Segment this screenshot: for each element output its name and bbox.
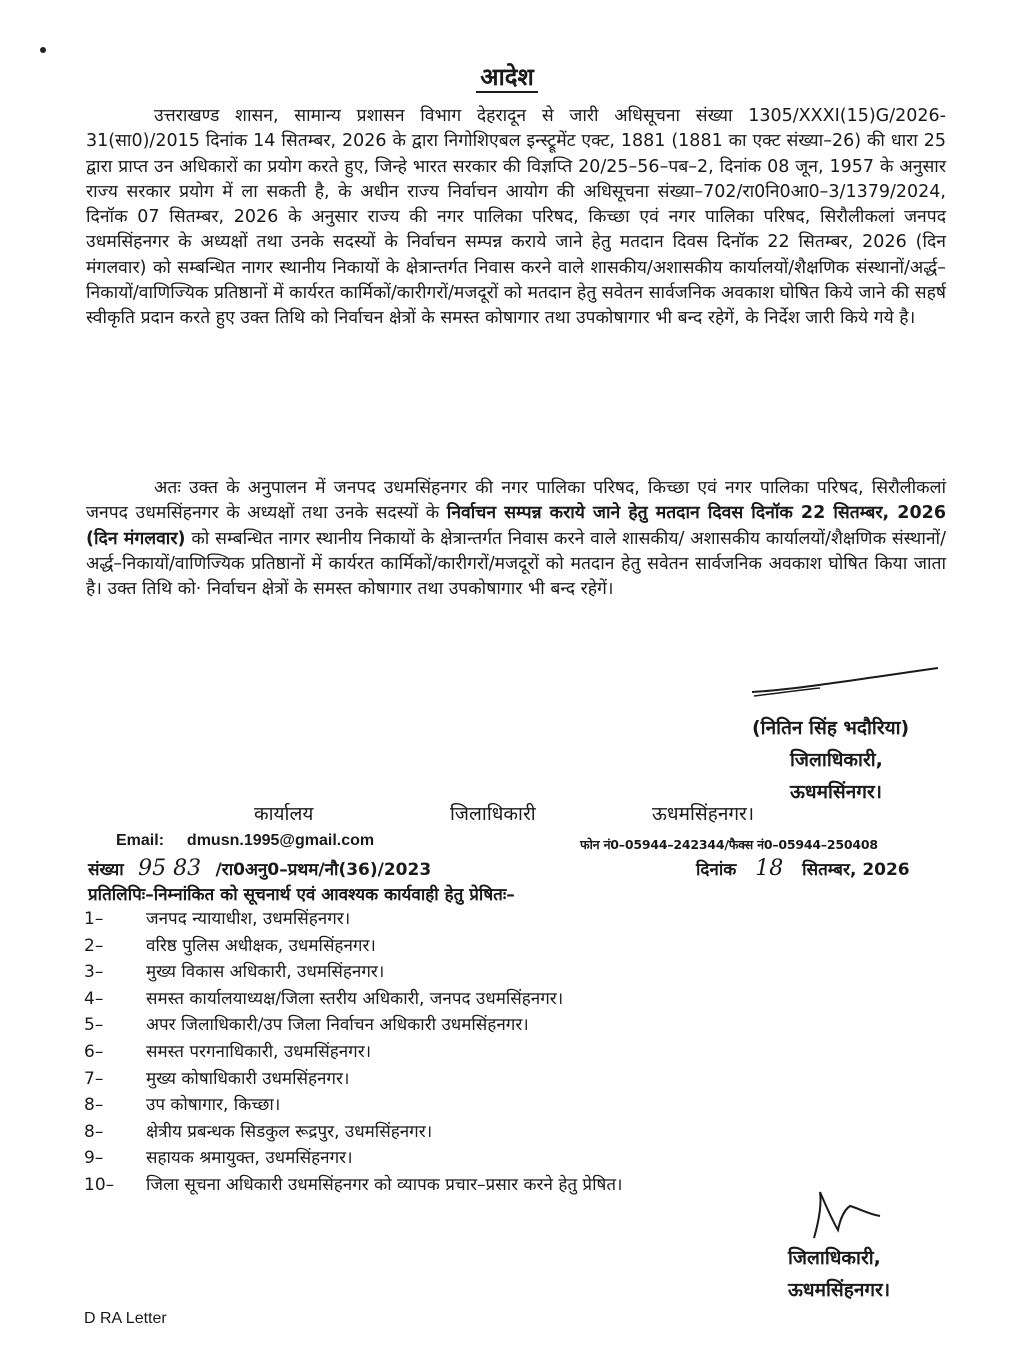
email-label: Email: [116, 832, 165, 849]
final-place: ऊधमसिंहनगर। [788, 1279, 891, 1301]
list-item-number: 2– [84, 935, 104, 956]
recipient-list [84, 906, 622, 1199]
list-item-number: 6– [84, 1041, 104, 1062]
list-item [84, 1039, 622, 1066]
para2-part1: अतः उक्त के अनुपालन में जनपद उधमसिंहनगर की नगर पालिका परिषद, किच्छा एवं नगर पालिका परिषद, सिरौलीकलां जनपद उधमसिंहनगर के अध्यक्षों तथा उनके सदस्यों के [86, 478, 946, 524]
reference-line [88, 856, 431, 881]
phone-fax: फोन नं0–05944–242344/फैक्स नं0–05944–250408 [580, 837, 878, 852]
list-item [84, 1145, 622, 1172]
email-address: dmusn.1995@gmail.com [186, 832, 375, 849]
document-title: आदेश [0, 60, 1014, 93]
list-item-text: जिला सूचना अधिकारी उधमसिंहनगर को व्यापक प्रचार–प्रसार करने हेतु प्रेषित। [146, 1174, 623, 1195]
footer-note: D RA Letter [84, 1310, 167, 1327]
signatory-name: (नितिन सिंह भदौरिया) [752, 717, 910, 739]
list-item-number: 3– [84, 962, 104, 983]
signatory-block [752, 712, 909, 808]
ref-label: संख्या [88, 860, 124, 880]
list-item [84, 933, 622, 960]
list-item [84, 1012, 622, 1039]
date-rest: सितम्बर, 2026 [802, 860, 910, 880]
final-signatory [788, 1242, 890, 1306]
list-item-text: समस्त कार्यालयाध्यक्ष/जिला स्तरीय अधिकारी, जनपद उधमसिंहनगर। [146, 988, 564, 1009]
order-paragraph-2 [86, 476, 946, 602]
office-label: कार्यालय [254, 803, 314, 825]
list-item [84, 1172, 622, 1199]
list-item-number: 5– [84, 1015, 104, 1036]
signatory-designation: जिलाधिकारी, [790, 749, 883, 771]
list-item-number: 4– [84, 988, 104, 1009]
list-item-number: 9– [84, 1148, 104, 1169]
list-item-text: समस्त परगनाधिकारी, उधमसिंहनगर। [146, 1041, 372, 1062]
para2-bold: निर्वाचन सम्पन्न कराये जाने हेतु मतदान दिवस दिनॉक 22 सितम्बर, 2026 (दिन मंगलवार) [86, 503, 946, 549]
list-item-number: 1– [84, 909, 104, 929]
list-item [84, 959, 622, 986]
list-item-number: 10– [84, 1174, 115, 1195]
list-item-text: क्षेत्रीय प्रबन्धक सिडकुल रूद्रपुर, उधमसिंहनगर। [146, 1121, 433, 1142]
list-item [84, 1119, 622, 1146]
para2-part2: को सम्बन्धित नागर स्थानीय निकायों के क्षेत्रान्तर्गत निवास करने वाले शासकीय/ अशासकीय कार्यालयों/शैक्षणिक संस्थानों/अर्द्ध–निकायों/वाणिज्यिक प्रतिष्ठानों में कार्यरत कार्मिकों/कारीगरों/मजदूरों को मतदान हेतु सवेतन सार्वजनिक अवकाश घोषित किया जाता है। उक्त तिथि को· निर्वाचन क्षेत्रों के समस्त कोषागार तथा उपकोषागार भी बन्द रहेगें। [86, 528, 946, 600]
signature-stroke [750, 660, 940, 700]
office-designation: जिलाधिकारी [450, 803, 536, 825]
list-item [84, 906, 622, 933]
order-paragraph-1: उत्तराखण्ड शासन, सामान्य प्रशासन विभाग देहरादून से जारी अधिसूचना संख्या 1305/XXXI(15)G/2026-31(सा0)/2015 दिनांक 14 सितम्बर, 2026 के द्वारा निगोशिएबल इन्स्ट्रूमेंट एक्ट, 1881 (1881 का एक्ट संख्या–26) की धारा 25 द्वारा प्राप्त उन अधिकारों का प्रयोग करते हुए, जिन्हे भारत सरकार की विज्ञप्ति 20/25–56–पब–2, दिनांक 08 जून, 1957 के अनुसार राज्य सरकार प्रयोग में ला सकती है, के अधीन राज्य निर्वाचन आयोग की अधिसूचना संख्या–702/रा0नि0आ0–3/1379/2024, दिनॉक 07 सितम्बर, 2026 के अनुसार राज्य की नगर पालिका परिषद, किच्छा एवं नगर पालिका परिषद, सिरौलीकलां जनपद उधमसिंहनगर के अध्यक्षों तथा उनके सदस्यों के निर्वाचन सम्पन्न कराये जाने हेतु मतदान दिवस दिनॉक 22 सितम्बर, 2026 (दिन मंगलवार) को सम्बन्धित नागर स्थानीय निकायों के क्षेत्रान्तर्गत निवास करने वाले शासकीय/अशासकीय कार्यालयों/शैक्षणिक संस्थानों/अर्द्ध–निकायों/वाणिज्यिक प्रतिष्ठानों में कार्यरत कार्मिकों/कारीगरों/मजदूरों को मतदान हेतु सवेतन सार्वजनिक अवकाश घोषित किये जाने की सहर्ष स्वीकृति प्रदान करते हुए उक्त तिथि को निर्वाचन क्षेत्रों के समस्त कोषागार तथा उपकोषागार भी बन्द रहेगें, के निर्देश जारी किये गये है। [86, 106, 946, 329]
list-item-text: उप कोषागार, किच्छा। [146, 1095, 281, 1116]
stray-mark [40, 47, 46, 53]
list-item-text: मुख्य कोषाधिकारी उधमसिंहनगर। [146, 1068, 350, 1089]
email-line [116, 832, 374, 850]
list-item-text: जनपद न्यायाधीश, उधमसिंहनगर। [146, 909, 351, 929]
signatory-place: ऊधमसिंनगर। [790, 781, 882, 803]
list-item-text: मुख्य विकास अधिकारी, उधमसिंहनगर। [146, 962, 385, 983]
date-line [696, 856, 910, 881]
ref-number-handwritten: 95 83 [138, 856, 202, 881]
handwritten-signature [804, 1186, 884, 1244]
list-item-number: 8– [84, 1121, 104, 1142]
list-item-number: 8– [84, 1095, 104, 1116]
list-item-number: 7– [84, 1068, 104, 1089]
copy-heading: प्रतिलिपिः–निम्नांकित को सूचनार्थ एवं आवश्यक कार्यवाही हेतु प्रेषितः– [88, 885, 515, 905]
final-designation: जिलाधिकारी, [788, 1247, 881, 1269]
date-handwritten: 18 [755, 856, 784, 881]
date-label: दिनांक [696, 860, 737, 880]
list-item-text: सहायक श्रमायुक्त, उधमसिंहनगर। [146, 1148, 353, 1169]
list-item [84, 1066, 622, 1093]
list-item-text: वरिष्ठ पुलिस अधीक्षक, उधमसिंहनगर। [146, 935, 376, 956]
list-item [84, 986, 622, 1013]
ref-code: /रा0अनु0–प्रथम/नौ(36)/2023 [215, 860, 432, 880]
list-item [84, 1092, 622, 1119]
office-place: ऊधमसिंहनगर। [652, 803, 755, 825]
list-item-text: अपर जिलाधिकारी/उप जिला निर्वाचन अधिकारी उधमसिंहनगर। [146, 1015, 529, 1036]
